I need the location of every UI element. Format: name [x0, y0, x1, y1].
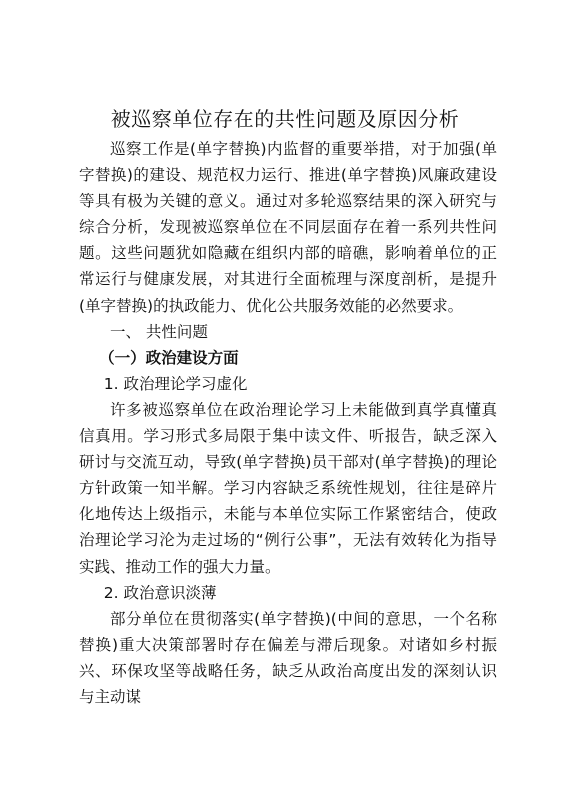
subsection-heading: （一）政治建设方面	[99, 348, 239, 367]
item-heading-1: 1. 政治理论学习虚化	[103, 374, 248, 393]
document-title: 被巡察单位存在的共性问题及原因分析	[110, 107, 460, 131]
item-paragraph-1: 许多被巡察单位在政治理论学习上未能做到真学真懂真信真用。学习形式多局限于集中读文件、听报告，缺乏深入研讨与交流互动，导致(单字替换)员干部对(单字替换)的理论方针政策一知半解。学习内容缺乏系统性规划，往往是碎片化地传达上级指示，未能与本单位实际工作紧密结合，使政治理论学习沦为走过场的“例行公事”，无法有效转化为指导实践、推动工作的强大力量。	[79, 400, 497, 576]
intro-paragraph: 巡察工作是(单字替换)内监督的重要举措，对于加强(单字替换)的建设、规范权力运行、推进(单字替换)风廉政建设等具有极为关键的意义。通过对多轮巡察结果的深入研究与综合分析，发现被巡察单位在不同层面存在着一系列共性问题。这些问题犹如隐藏在组织内部的暗礁，影响着单位的正常运行与健康发展，对其进行全面梳理与深度剖析，是提升(单字替换)的执政能力、优化公共服务效能的必然要求。	[79, 140, 497, 315]
document-body	[79, 136, 497, 710]
item-paragraph-2: 部分单位在贯彻落实(单字替换)(中间的意思，一个名称替换)重大决策部署时存在偏差与滞后现象。对诸如乡村振兴、环保攻坚等战略任务，缺乏从政治高度出发的深刻认识与主动谋	[79, 609, 497, 706]
item-heading-2: 2. 政治意识淡薄	[103, 583, 217, 602]
section-heading: 一、 共性问题	[110, 322, 208, 341]
